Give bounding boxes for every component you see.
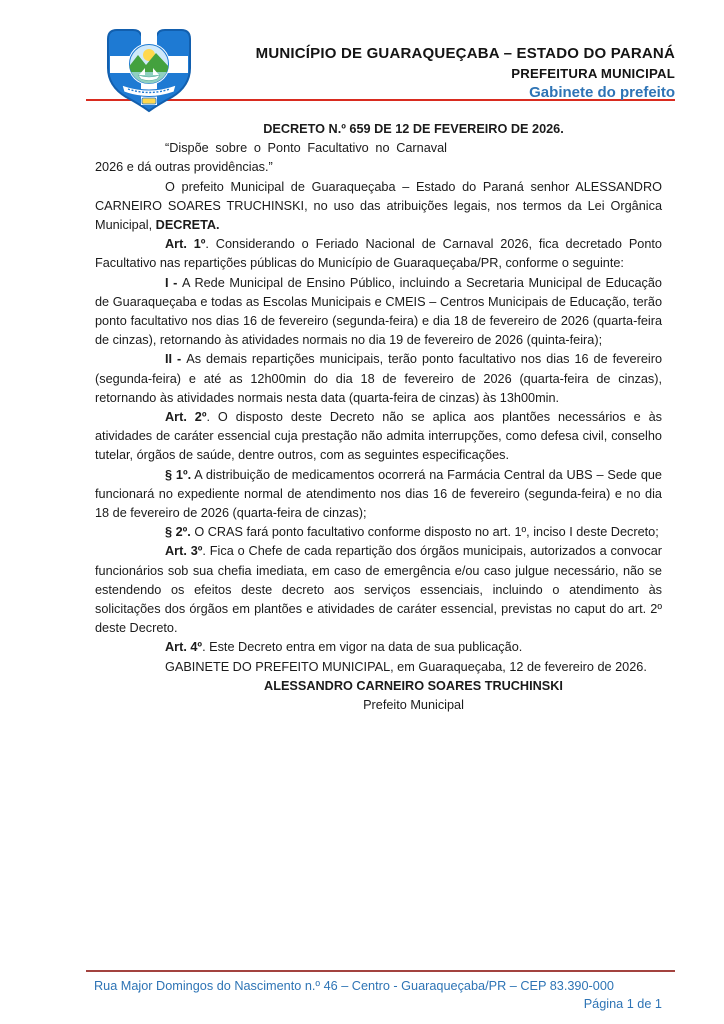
paragraph-item-i: I - A Rede Municipal de Ensino Público, incluindo a Secretaria Municipal de Educação de Guaraqueçaba e todas as Escolas Municipais e CMEIS – Centros Municipais de Educação, terão ponto facultativo nos dias 16 de fevereiro (segunda-feira) e dia 18 de fevereiro de 2026 (quarta-feira de cinzas), retornando às atividades normais no dia 19 de fevereiro de 2026 (quinta-feira);	[95, 275, 662, 348]
paragraph-art-2: Art. 2º. O disposto deste Decreto não se aplica aos plantões necessários e às atividades de caráter essencial cuja prestação não admita interrupções, como defesa civil, conselho tutelar, órgãos de saúde, dentre outros, com as seguintes especificações.	[95, 410, 662, 463]
header-text-block	[256, 44, 675, 103]
municipal-crest-icon	[103, 24, 195, 113]
signature-name: ALESSANDRO CARNEIRO SOARES TRUCHINSKI	[264, 678, 563, 693]
header-municipality: MUNICÍPIO DE GUARAQUEÇABA – ESTADO DO PARANÁ	[255, 45, 675, 62]
footer-rule	[86, 970, 675, 972]
signature-role: Prefeito Municipal	[363, 698, 464, 713]
paragraph-art-4: Art. 4º. Este Decreto entra em vigor na data de sua publicação.	[165, 640, 523, 655]
paragraph-par-2: § 2º. O CRAS fará ponto facultativo conforme disposto no art. 1º, inciso I deste Decreto;	[165, 525, 659, 540]
paragraph-gabinete: GABINETE DO PREFEITO MUNICIPAL, em Guaraqueçaba, 12 de fevereiro de 2026.	[165, 659, 647, 674]
decree-title: DECRETO N.º 659 DE 12 DE FEVEREIRO DE 2026.	[263, 122, 564, 136]
paragraph-art-3: Art. 3º. Fica o Chefe de cada repartição dos órgãos municipais, autorizados a convocar funcionários sob sua chefia imediata, em caso de emergência e/ou caso julgue necessário, não se estendendo os efeitos deste decreto aos serviços essenciais, incluindo o atendimento às solicitações dos órgãos em plantões e atividades de caráter essencial, previstas no caput do art. 2º deste Decreto.	[95, 544, 662, 636]
paragraph-item-ii: II - As demais repartições municipais, terão ponto facultativo nos dias 16 de fevereiro (segunda-feira) e até as 12h00min do dia 18 de fevereiro de 2026 (quarta-feira de cinzas), retornando às atividades normais nesta data (quarta-feira de cinzas) às 13h00min.	[95, 352, 662, 405]
header-prefecture: PREFEITURA MUNICIPAL	[511, 65, 675, 81]
decree-epigraph: “Dispõe sobre o Ponto Facultativo no Carnaval 2026 e dá outras providências.”	[95, 141, 447, 175]
paragraph-art-1: Art. 1º. Considerando o Feriado Nacional de Carnaval 2026, fica decretado Ponto Facultativo nas repartições públicas do Município de Guaraqueçaba/PR, conforme o seguinte:	[95, 237, 662, 271]
header-office: Gabinete do prefeito	[529, 84, 675, 101]
paragraph-preamble: O prefeito Municipal de Guaraqueçaba – Estado do Paraná senhor ALESSANDRO CARNEIRO SOARES TRUCHINSKI, no uso das atribuições legais, nos termos da Lei Orgânica Municipal, DECRETA.	[95, 179, 662, 233]
footer-address: Rua Major Domingos do Nascimento n.º 46 – Centro - Guaraqueçaba/PR – CEP 83.390-000	[94, 979, 614, 993]
footer-page-number: Página 1 de 1	[583, 997, 662, 1011]
decree-body	[95, 120, 662, 715]
paragraph-par-1: § 1º. A distribuição de medicamentos ocorrerá na Farmácia Central da UBS – Sede que funcionará no expediente normal de atendimento nos dias 16 de fevereiro (segunda-feira) e no dia 18 de fevereiro de 2026 (quarta-feira de cinzas);	[95, 467, 662, 521]
